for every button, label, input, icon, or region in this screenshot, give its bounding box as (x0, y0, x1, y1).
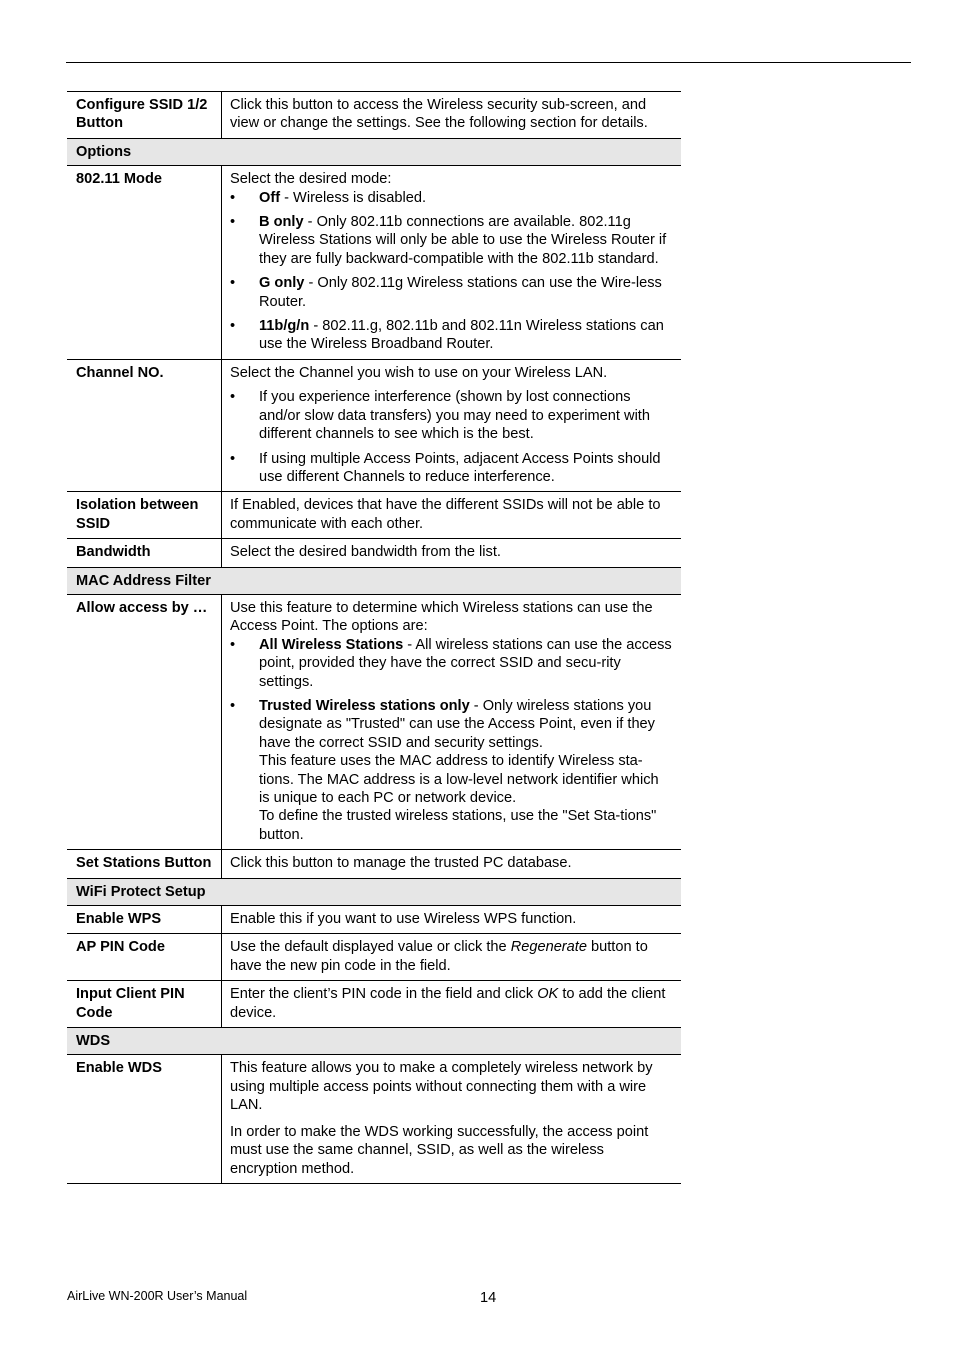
mode-off-term: Off (259, 189, 281, 206)
table-row (67, 166, 681, 360)
section-title-wds: WDS (67, 1028, 681, 1055)
bullet-item (230, 317, 673, 354)
allow-all-term: All Wireless Stations (259, 636, 404, 653)
row-desc-allow-access (222, 594, 682, 849)
mode-bgn-text: - 802.11.g, 802.11b and 802.11n Wireless stations can use the Wireless Broadband Router. (259, 318, 664, 353)
allow-all-text: - All wireless stations can use the access point, provided they have the correct SSID and secu-rity settings. (259, 636, 672, 690)
ap-pin-text-pre: Use the default displayed value or click the (230, 939, 511, 956)
row-label-configure-ssid: Configure SSID 1/2 Button (67, 92, 222, 139)
bullet-item (230, 636, 673, 691)
row-desc-bandwidth: Select the desired bandwidth from the list. (222, 539, 682, 567)
settings-table (67, 91, 681, 1184)
channel-intro: Select the Channel you wish to use on your Wireless LAN. (230, 364, 608, 381)
allow-trusted-text: - Only wireless stations you designate as "Trusted" can use the Access Point, even if they have the correct SSID and security settings. (259, 697, 655, 751)
row-desc-configure-ssid: Click this button to access the Wireless security sub-screen, and view or change the settings. See the following section for details. (222, 92, 682, 139)
mode-g-text: - Only 802.11g Wireless stations can use the Wire-less Router. (259, 275, 662, 310)
row-desc-ap-pin (222, 934, 682, 981)
bullet-item (230, 274, 673, 311)
section-title-wps: WiFi Protect Setup (67, 878, 681, 905)
client-pin-text-pre: Enter the client’s PIN code in the field and click (230, 986, 538, 1003)
row-label-enable-wds: Enable WDS (67, 1055, 222, 1183)
table-row (67, 981, 681, 1028)
row-desc-channel (222, 359, 682, 491)
table-row (67, 906, 681, 934)
allow-intro: Use this feature to determine which Wireless stations can use the Access Point. The options are: (230, 599, 653, 635)
table-row (67, 594, 681, 849)
wds-paragraph: This feature allows you to make a completely wireless network by using multiple access points without connecting them with a wire LAN. (230, 1060, 653, 1114)
allow-trusted-term: Trusted Wireless stations only (259, 697, 470, 714)
bullet-item (230, 189, 673, 207)
mode-bgn-term: 11b/g/n (259, 318, 310, 335)
row-label-bandwidth: Bandwidth (67, 539, 222, 567)
row-label-channel: Channel NO. (67, 359, 222, 491)
client-pin-text-em: OK (537, 986, 559, 1003)
wds-paragraph: In order to make the WDS working successfully, the access point must use the same channel, SSID, as well as the wireless encryption method. (230, 1123, 649, 1177)
row-desc-enable-wds (222, 1055, 682, 1183)
table-row (67, 92, 681, 139)
bullet-item (230, 697, 673, 844)
header-rule (66, 62, 911, 63)
row-desc-enable-wps: Enable this if you want to use Wireless WPS function. (222, 906, 682, 934)
bullet-item: • If you experience interference (shown by lost connections and/or slow data transfers) you may need to experiment with different channels to see which is the best. (230, 388, 673, 443)
client-pin-text-post: to add the client device. (230, 986, 666, 1021)
ap-pin-text-em: Regenerate (510, 939, 587, 956)
footer-manual-title: AirLive WN-200R User’s Manual (67, 1289, 248, 1303)
bullet-item (230, 213, 673, 268)
section-title-options: Options (67, 138, 681, 165)
mode-g-term: G only (259, 275, 305, 292)
row-label-set-stations: Set Stations Button (67, 850, 222, 878)
section-row (67, 567, 681, 594)
table-row (67, 359, 681, 491)
table-row (67, 492, 681, 539)
mode-b-text: - Only 802.11b connections are available. 802.11g Wireless Stations will only be able to use the Wireless Router if they are fully backward-compatible with the 802.11b standard. (259, 214, 667, 267)
section-row (67, 138, 681, 165)
row-label-ap-pin: AP PIN Code (67, 934, 222, 981)
ap-pin-text-post: button to have the new pin code in the field. (230, 939, 648, 974)
section-row (67, 1028, 681, 1055)
bullet-item: • If using multiple Access Points, adjacent Access Points should use different Channels to reduce interference. (230, 450, 673, 487)
table-row (67, 539, 681, 567)
mode-intro: Select the desired mode: (230, 171, 392, 188)
row-desc-client-pin (222, 981, 682, 1028)
allow-trusted-note-define: To define the trusted wireless stations, use the "Set Sta-tions" button. (259, 808, 657, 843)
page-number: 14 (480, 1290, 497, 1306)
row-label-isolation: Isolation between SSID (67, 492, 222, 539)
row-label-enable-wps: Enable WPS (67, 906, 222, 934)
section-row (67, 878, 681, 905)
section-title-mac-filter: MAC Address Filter (67, 567, 681, 594)
allow-trusted-note-mac: This feature uses the MAC address to identify Wireless sta-tions. The MAC address is a low-level network identifier which is unique to each PC or network device. (259, 753, 659, 806)
row-desc-80211-mode (222, 166, 682, 360)
row-desc-isolation: If Enabled, devices that have the different SSIDs will not be able to communicate with each other. (222, 492, 682, 539)
table-row (67, 934, 681, 981)
row-label-80211-mode: 802.11 Mode (67, 166, 222, 360)
row-label-allow-access: Allow access by … (67, 594, 222, 849)
mode-off-text: - Wireless is disabled. (280, 189, 427, 206)
mode-b-term: B only (259, 214, 304, 231)
table-row (67, 1055, 681, 1183)
table-row (67, 850, 681, 878)
row-desc-set-stations: Click this button to manage the trusted PC database. (222, 850, 682, 878)
row-label-client-pin: Input Client PIN Code (67, 981, 222, 1028)
